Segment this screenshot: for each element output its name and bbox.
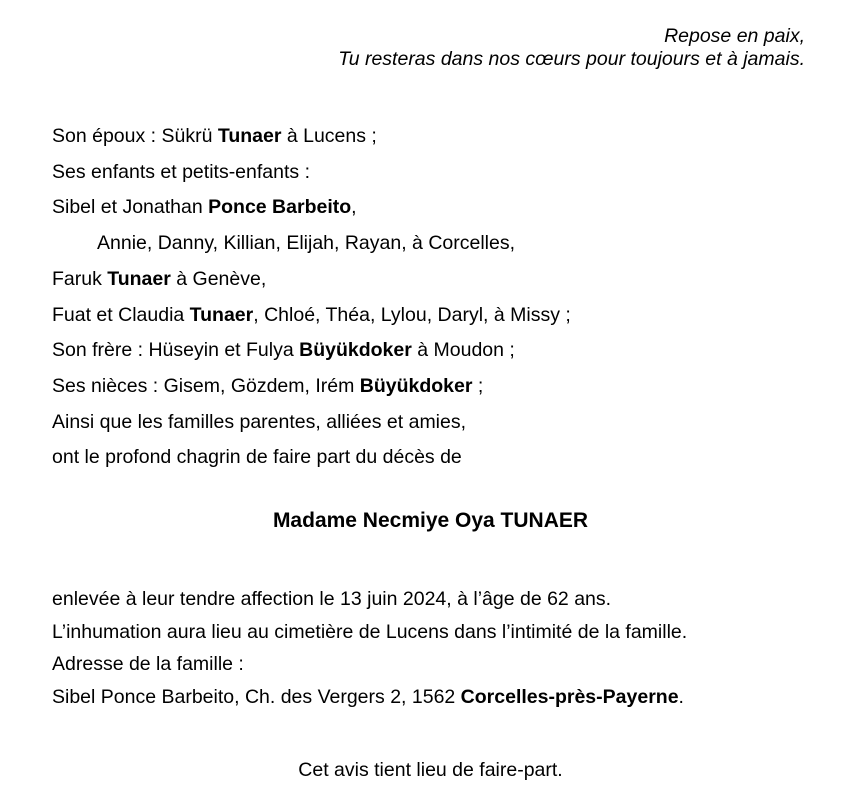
epitaph-line-1: Repose en paix, — [664, 25, 805, 47]
family-line-son-1 — [52, 262, 821, 298]
family-line-relatives — [52, 405, 821, 441]
surname-bold: Tunaer — [107, 267, 171, 290]
epitaph-line-2: Tu resteras dans nos cœurs pour toujours et à jamais. — [338, 48, 805, 70]
line-text: Ainsi que les familles parentes, alliées et amies, — [52, 410, 467, 433]
line-text: Ses nièces : Gisem, Gözdem, Irém — [52, 374, 360, 397]
line-text: Sibel et Jonathan — [52, 196, 209, 219]
line-text: L’inhumation aura lieu au cimetière de Lucens dans l’intimité de la famille. — [52, 620, 688, 643]
line-text: ont le profond chagrin de faire part du décès de — [52, 446, 462, 469]
line-text: Sibel Ponce Barbeito, Ch. des Vergers 2, 1562 — [52, 685, 461, 708]
line-text: Faruk — [52, 267, 108, 290]
surname-bold: Tunaer — [189, 303, 254, 326]
family-line-brother — [52, 333, 821, 369]
line-text: Adresse de la famille : — [52, 653, 244, 676]
line-text: Annie, Danny, Killian, Elijah, Rayan, à Corcelles, — [97, 232, 516, 255]
line-text: ; — [472, 374, 484, 397]
details-line-death — [52, 583, 821, 616]
line-text: , Chloé, Théa, Lylou, Daryl, à Missy ; — [253, 303, 571, 326]
line-text: . — [678, 685, 684, 708]
family-line-grandchildren — [52, 226, 821, 262]
funeral-details — [52, 583, 821, 713]
deceased-name: Madame Necmiye Oya TUNAER — [272, 509, 589, 533]
line-text: enlevée à leur tendre affection le 13 juin 2024, à l’âge de 62 ans. — [52, 588, 612, 611]
family-line-nieces — [52, 369, 821, 405]
line-text: à Lucens ; — [281, 125, 377, 147]
family-line-announcement — [52, 440, 821, 476]
line-text: Ses enfants et petits-enfants : — [52, 160, 310, 183]
family-list — [52, 119, 821, 476]
epitaph — [0, 0, 861, 71]
family-line-daughter — [52, 190, 821, 226]
surname-bold: Tunaer — [217, 125, 282, 147]
surname-bold: Büyükdoker — [359, 374, 473, 397]
line-text: Fuat et Claudia — [52, 303, 190, 326]
family-line-son-2 — [52, 298, 821, 334]
footer-notice: Cet avis tient lieu de faire-part. — [298, 759, 563, 782]
locality-bold: Corcelles-près-Payerne — [460, 685, 679, 708]
details-line-address — [52, 681, 821, 714]
line-text: , — [351, 196, 357, 219]
surname-bold: Ponce Barbeito — [208, 196, 352, 219]
line-text: à Moudon ; — [411, 339, 515, 362]
line-text: à Genève, — [170, 267, 267, 290]
family-line-children-header — [52, 155, 821, 191]
details-line-address-header — [52, 648, 821, 681]
details-line-burial — [52, 616, 821, 649]
family-line-spouse — [52, 119, 821, 155]
surname-bold: Büyükdoker — [299, 339, 412, 362]
line-text: Son frère : Hüseyin et Fulya — [52, 339, 300, 362]
line-text: Son époux : Sükrü — [52, 125, 218, 147]
